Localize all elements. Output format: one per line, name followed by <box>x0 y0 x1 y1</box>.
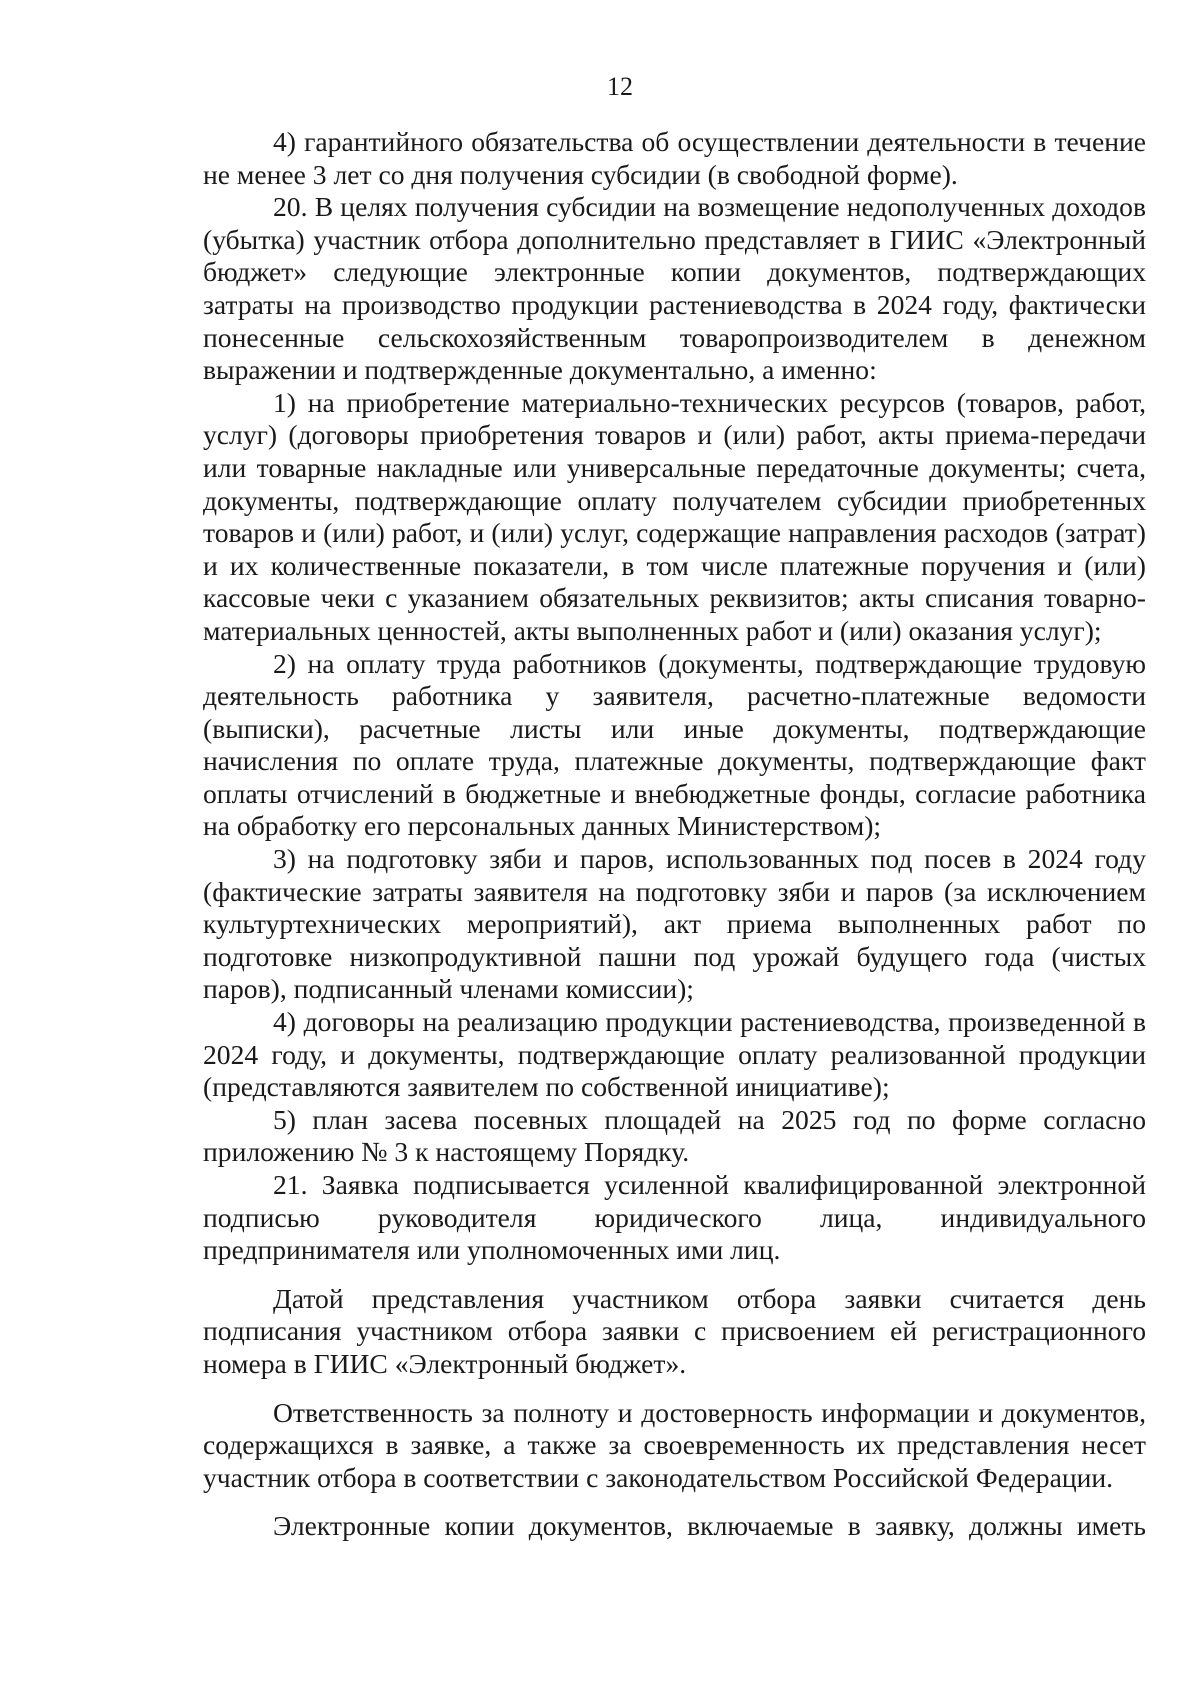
document-body <box>203 126 1146 1543</box>
paragraph-responsibility: Ответственность за полноту и достоверность информации и документов, содержащихся в заявке, а также за своевременность их представления несет участник отбора в соответствии с законодательством Российской Федерации. <box>203 1396 1146 1493</box>
paragraph-subitem-1-resources: 1) на приобретение материально-технических ресурсов (товаров, работ, услуг) (договоры приобретения товаров и (или) работ, акты приема-передачи или товарные накладные или универсальные передаточные документы; счета, документы, подтверждающие оплату получателем субсидии приобретенных товаров и (или) работ, и (или) услуг, содержащие направления расходов (затрат) и их количественные показатели, в том числе платежные поручения и (или) кассовые чеки с указанием обязательных реквизитов; акты списания товарно-материальных ценностей, акты выполненных работ и (или) оказания услуг); <box>203 386 1146 646</box>
paragraph-electronic-copies: Электронные копии документов, включаемые в заявку, должны иметь <box>273 1510 1146 1542</box>
paragraph-guarantee-obligation: 4) гарантийного обязательства об осуществлении деятельности в течение не менее 3 лет со дня получения субсидии (в свободной форме). <box>203 126 1146 190</box>
paragraph-subitem-5-sowing-plan: 5) план засева посевных площадей на 2025 год по форме согласно приложению № 3 к настоящему Порядку. <box>203 1103 1146 1168</box>
paragraph-item-21: 21. Заявка подписывается усиленной квалифицированной электронной подписью руководителя юридического лица, индивидуального предпринимателя или уполномоченных ими лиц. <box>203 1169 1146 1266</box>
paragraph-subitem-4-sales: 4) договоры на реализацию продукции растениеводства, произведенной в 2024 году, и документы, подтверждающие оплату реализованной продукции (представляются заявителем по собственной инициативе); <box>203 1006 1146 1103</box>
paragraph-subitem-3-fallow: 3) на подготовку зяби и паров, использованных под посев в 2024 году (фактические затраты заявителя на подготовку зяби и паров (за исключением культуртехнических мероприятий), акт приема выполненных работ по подготовке низкопродуктивной пашни под урожай будущего года (чистых паров), подписанный членами комиссии); <box>203 843 1146 1005</box>
paragraph-subitem-2-labor: 2) на оплату труда работников (документы, подтверждающие трудовую деятельность работника у заявителя, расчетно-платежные ведомости (выписки), расчетные листы или иные документы, подтверждающие начисления по оплате труда, платежные документы, подтверждающие факт оплаты отчислений в бюджетные и внебюджетные фонды, согласие работника на обработку его персональных данных Министерством); <box>203 647 1146 842</box>
page-number: 12 <box>607 72 633 101</box>
paragraph-item-20: 20. В целях получения субсидии на возмещение недополученных доходов (убытка) участник отбора дополнительно представляет в ГИИС «Электронный бюджет» следующие электронные копии документов, подтверждающих затраты на производство продукции растениеводства в 2024 году, фактически понесенные сельскохозяйственным товаропроизводителем в денежном выражении и подтвержденные документально, а именно: <box>203 191 1146 386</box>
paragraph-submission-date: Датой представления участником отбора заявки считается день подписания участником отбора заявки с присвоением ей регистрационного номера в ГИИС «Электронный бюджет». <box>203 1282 1146 1379</box>
